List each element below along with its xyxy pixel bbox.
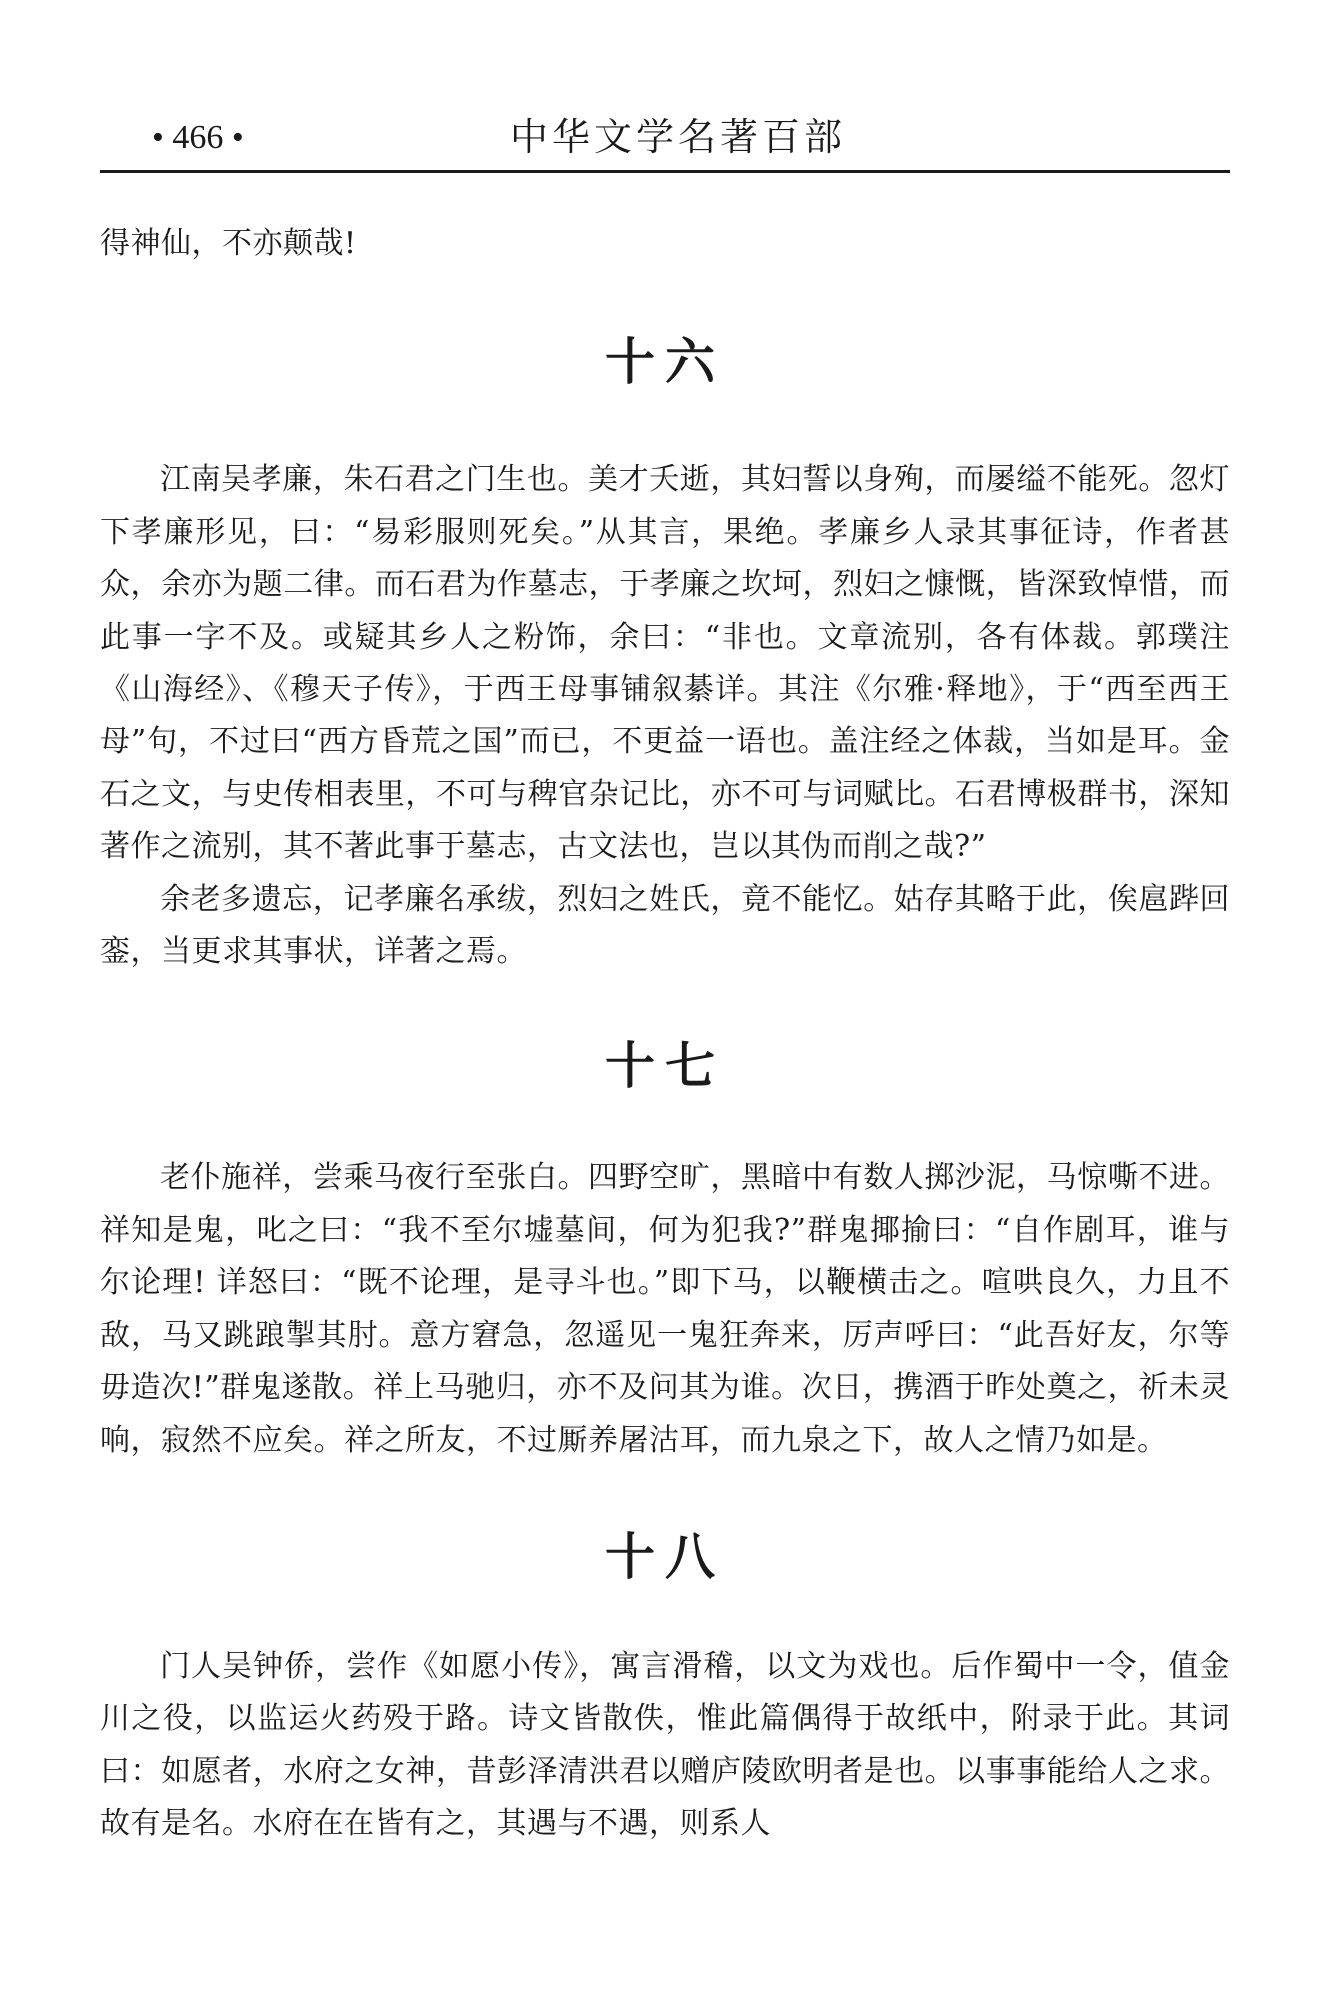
section-heading-17: 十七 — [605, 1037, 725, 1096]
section-heading-16: 十六 — [605, 333, 725, 392]
paragraph: 门人吴钟侨，尝作《如愿小传》，寓言滑稽，以文为戏也。后作蜀中一令，值金川之役，以监运火药殁于路。诗文皆散佚，惟此篇偶得于故纸中，附录于此。其词曰：如愿者，水府之女神，昔彭泽清洪君以赠庐陵欧明者是也。以事事能给人之求。故有是名。水府在在皆有之，其遇与不遇，则系人 — [100, 1648, 1230, 1842]
running-header — [100, 110, 1230, 170]
paragraph: 江南吴孝廉，朱石君之门生也。美才夭逝，其妇誓以身殉，而屡缢不能死。忽灯下孝廉形见，曰：“易彩服则死矣。”从其言，果绝。孝廉乡人录其事征诗，作者甚众，余亦为题二律。而石君为作墓志，于孝廉之坎坷，烈妇之慷慨，皆深致悼惜，而此事一字不及。或疑其乡人之粉饰，余曰：“非也。文章流别，各有体裁。郭璞注《山海经》、《穆天子传》，于西王母事铺叙綦详。其注《尔雅·释地》，于“西至西王母”句，不过曰“西方昏荒之国”而已，不更益一语也。盖注经之体裁，当如是耳。金石之文，与史传相表里，不可与稗官杂记比，亦不可与词赋比。石君博极群书，深知著作之流别，其不著此事于墓志，古文法也，岂以其伪而削之哉?” — [100, 462, 1230, 865]
section-heading-18: 十八 — [605, 1527, 725, 1586]
paragraph: 老仆施祥，尝乘马夜行至张白。四野空旷，黑暗中有数人掷沙泥，马惊嘶不进。祥知是鬼，叱之曰：“我不至尔墟墓间，何为犯我?”群鬼揶揄曰：“自作剧耳，谁与尔论理! 详怒曰：“既不论理，是寻斗也。”即下马，以鞭横击之。喧哄良久，力且不敌，马又跳踉掣其肘。意方窘急，忽遥见一鬼狂奔来，厉声呼曰：“此吾好友，尔等毋造次!”群鬼遂散。祥上马驰归，亦不及问其为谁。次日，携酒于昨处奠之，祈未灵响，寂然不应矣。祥之所友，不过厮养屠沽耳，而九泉之下，故人之情乃如是。 — [100, 1160, 1230, 1458]
paragraph: 余老多遗忘，记孝廉名承绂，烈妇之姓氏，竟不能忆。姑存其略于此，俟扈跸回銮，当更求其事状，详著之焉。 — [100, 881, 1230, 970]
book-title: 中华文学名著百部 — [510, 115, 847, 159]
header-rule — [100, 170, 1230, 173]
page-body — [100, 218, 1230, 1851]
continued-paragraph: 得神仙，不亦颠哉! — [100, 226, 357, 261]
page-number: • 466 • — [152, 119, 244, 156]
